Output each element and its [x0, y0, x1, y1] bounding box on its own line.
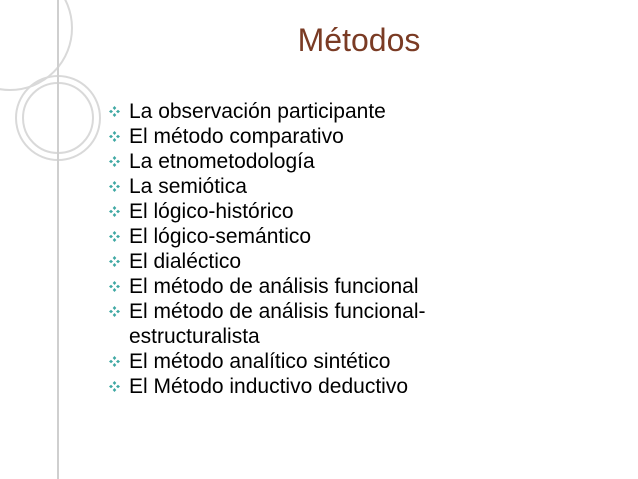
four-diamond-bullet-icon	[109, 156, 120, 167]
list-item	[103, 99, 523, 124]
methods-list	[103, 99, 523, 399]
list-item	[103, 374, 523, 399]
list-item	[103, 174, 523, 199]
list-item	[103, 299, 523, 349]
slide-title: Métodos	[297, 22, 421, 58]
bullet-text: La semiótica	[129, 175, 247, 198]
bullet-text: El método analítico sintético	[129, 350, 391, 373]
four-diamond-bullet-icon	[109, 381, 120, 392]
list-item	[103, 224, 523, 249]
four-diamond-bullet-icon	[109, 131, 120, 142]
four-diamond-bullet-icon	[109, 281, 120, 292]
four-diamond-bullet-icon	[109, 206, 120, 217]
bullet-text: El Método inductivo deductivo	[129, 375, 408, 398]
four-diamond-bullet-icon	[109, 231, 120, 242]
four-diamond-bullet-icon	[109, 256, 120, 267]
four-diamond-bullet-icon	[109, 356, 120, 367]
bullet-text: El lógico-histórico	[129, 200, 294, 223]
bullet-text: El lógico-semántico	[129, 225, 312, 248]
bullet-text: La observación participante	[129, 100, 386, 123]
bullet-text: El método de análisis funcional- estructuralista	[129, 300, 426, 348]
four-diamond-bullet-icon	[109, 306, 120, 317]
four-diamond-bullet-icon	[109, 181, 120, 192]
list-item	[103, 249, 523, 274]
list-item	[103, 199, 523, 224]
bullet-text: El dialéctico	[129, 250, 242, 273]
list-item	[103, 274, 523, 299]
four-diamond-bullet-icon	[109, 106, 120, 117]
list-item	[103, 124, 523, 149]
bullet-text: La etnometodología	[129, 150, 315, 173]
list-item	[103, 349, 523, 374]
bullet-text: El método comparativo	[129, 125, 344, 148]
list-item	[103, 149, 523, 174]
bullet-text: El método de análisis funcional	[129, 275, 419, 298]
